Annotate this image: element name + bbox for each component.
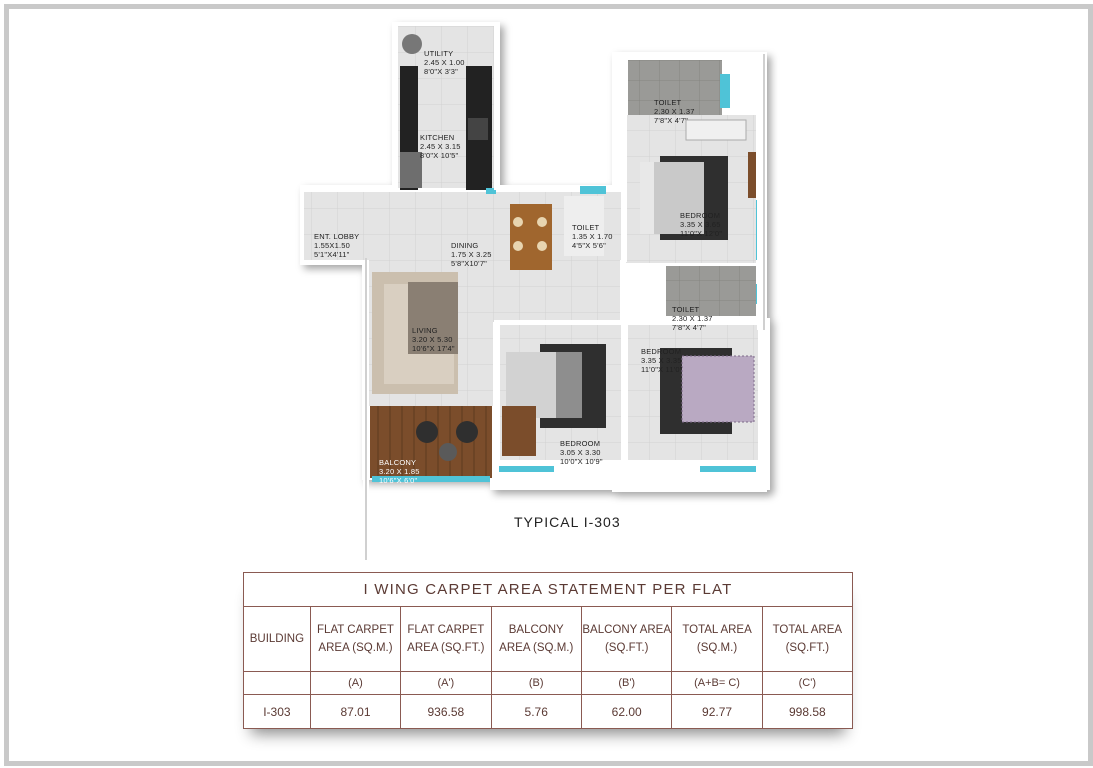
washing-machine-icon <box>402 34 422 54</box>
wardrobe <box>748 152 756 198</box>
fridge-icon <box>400 152 422 188</box>
bed-blanket <box>556 352 582 418</box>
cell-flat-carpet-sqm: 87.01 <box>310 695 400 729</box>
header-total-sqm: TOTAL AREA (SQ.M.) <box>672 607 762 672</box>
plate-icon <box>537 217 547 227</box>
plate-icon <box>537 241 547 251</box>
hob-icon <box>468 118 488 140</box>
header-total-sqft: TOTAL AREA (SQ.FT.) <box>762 607 852 672</box>
desk <box>502 406 536 456</box>
room-label-balcony: BALCONY 3.20 X 1.85 10'6"X 6'0" <box>379 458 420 485</box>
chair-icon <box>456 421 478 443</box>
area-statement-table <box>243 572 853 729</box>
cell-building: I-303 <box>244 695 311 729</box>
room-label-bedroom-1: BEDROOM 3.35 X 3.65 11'0"X 12'0" <box>680 211 723 238</box>
code-cell: (A') <box>401 672 491 695</box>
room-label-utility: UTILITY 2.45 X 1.00 8'0"X 3'3" <box>424 49 465 76</box>
cell-balcony-sqm: 5.76 <box>491 695 581 729</box>
room-label-bedroom-3: BEDROOM 3.05 X 3.30 10'0"X 10'9" <box>560 439 603 466</box>
header-balcony-sqm: BALCONY AREA (SQ.M.) <box>491 607 581 672</box>
table-title: I WING CARPET AREA STATEMENT PER FLAT <box>244 573 853 607</box>
bed <box>682 356 754 422</box>
passage-floor <box>490 260 620 320</box>
code-cell: (A+B= C) <box>672 672 762 695</box>
plan-caption: TYPICAL I-303 <box>514 514 621 530</box>
header-flat-carpet-sqm: FLAT CARPET AREA (SQ.M.) <box>310 607 400 672</box>
room-label-kitchen: KITCHEN 2.45 X 3.15 8'0"X 10'5" <box>420 133 461 160</box>
cell-balcony-sqft: 62.00 <box>581 695 671 729</box>
code-cell: (B) <box>491 672 581 695</box>
window <box>720 74 730 108</box>
table-row <box>244 695 853 729</box>
room-label-toilet-1: TOILET 1.35 X 1.70 4'5"X 5'6" <box>572 223 613 250</box>
cell-total-sqm: 92.77 <box>672 695 762 729</box>
header-building: BUILDING <box>244 607 311 672</box>
table-code-row <box>244 672 853 695</box>
code-cell: (C') <box>762 672 852 695</box>
room-label-living: LIVING 3.20 X 5.30 10'6"X 17'4" <box>412 326 455 353</box>
cell-flat-carpet-sqft: 936.58 <box>401 695 491 729</box>
plate-icon <box>513 217 523 227</box>
cell-total-sqft: 998.58 <box>762 695 852 729</box>
table-header-row <box>244 607 853 672</box>
code-cell: (B') <box>581 672 671 695</box>
dining-table <box>510 204 552 270</box>
room-label-toilet-3: TOILET 2.30 X 1.37 7'8"X 4'7" <box>672 305 713 332</box>
table-icon <box>439 443 457 461</box>
wardrobe-top <box>686 120 746 140</box>
header-balcony-sqft: BALCONY AREA (SQ.FT.) <box>581 607 671 672</box>
window <box>498 466 554 472</box>
pillow <box>640 162 654 234</box>
room-label-toilet-2: TOILET 2.30 X 1.37 7'8"X 4'7" <box>654 98 695 125</box>
plate-icon <box>513 241 523 251</box>
window <box>580 186 606 194</box>
room-label-dining: DINING 1.75 X 3.25 5'8"X10'7" <box>451 241 492 268</box>
room-label-ent-lobby: ENT. LOBBY 1.55X1.50 5'1"X4'11" <box>314 232 360 259</box>
header-flat-carpet-sqft: FLAT CARPET AREA (SQ.FT.) <box>401 607 491 672</box>
code-cell: (A) <box>310 672 400 695</box>
window <box>700 466 756 472</box>
area-statement-table-wrap <box>243 572 853 728</box>
room-label-bedroom-2: BEDROOM 3.35 X 3.35 11'0"X 11'0" <box>641 347 683 374</box>
code-cell <box>244 672 311 695</box>
